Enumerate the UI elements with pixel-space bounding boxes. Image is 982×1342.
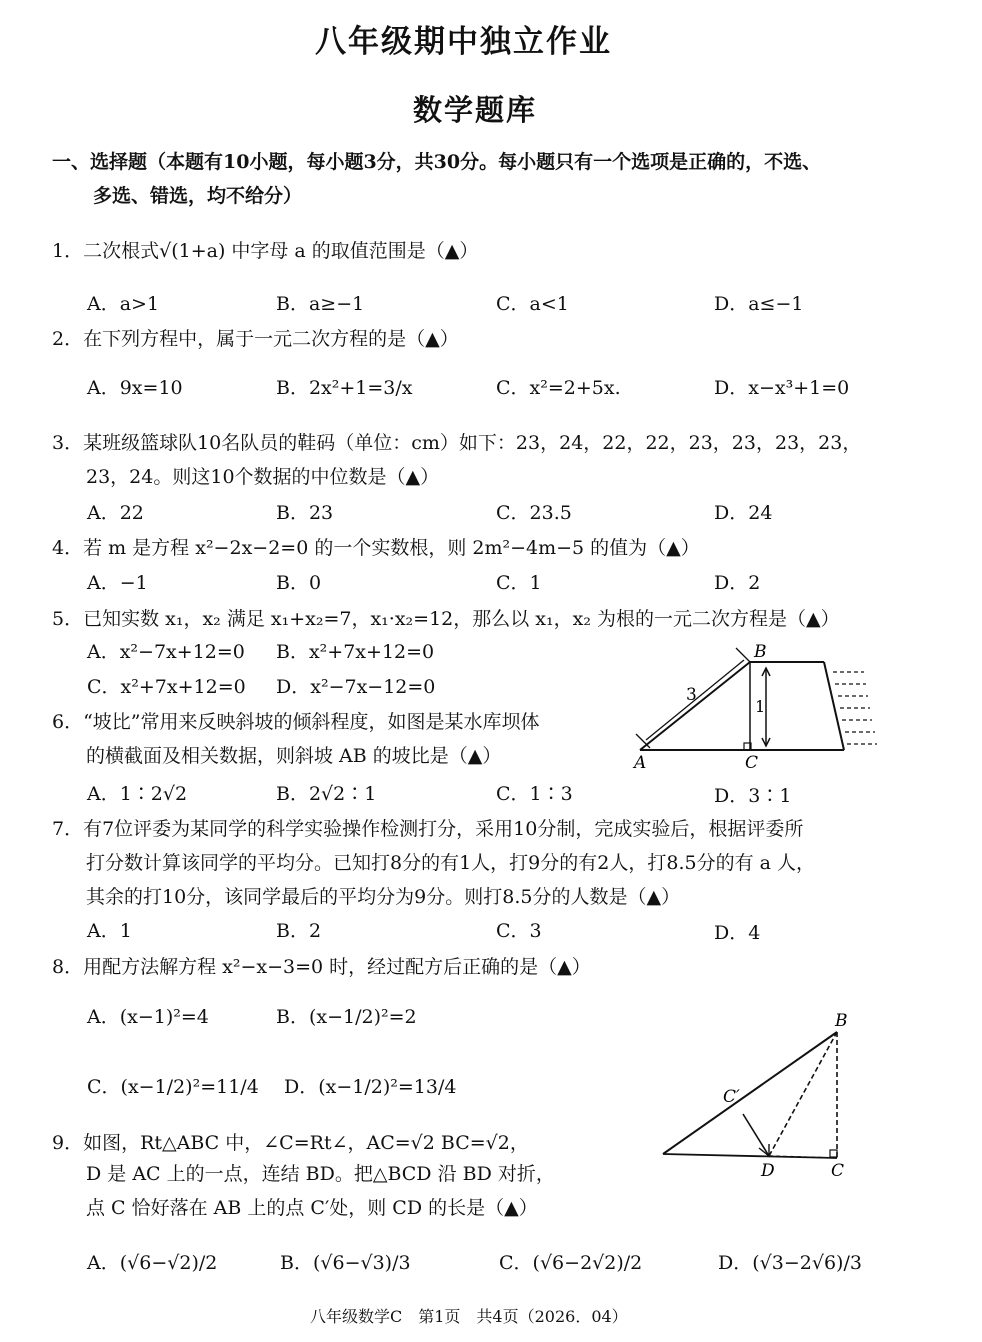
question-4: 4．若 m 是方程 x²−2x−2=0 的一个实数根，则 2m²−4m−5 的值为（▲） bbox=[52, 537, 700, 559]
q1-option-d: D．a≤−1 bbox=[714, 293, 804, 315]
q8-option-a: A．(x−1)²=4 bbox=[87, 1006, 209, 1028]
q3-option-a: A．22 bbox=[87, 502, 144, 524]
q3-option-c: C．23.5 bbox=[496, 502, 572, 524]
q6-option-a: A．1∶2√2 bbox=[87, 783, 188, 805]
q5-option-d: D．x²−7x−12=0 bbox=[276, 676, 436, 698]
q9-option-a: A．(√6−√2)/2 bbox=[87, 1252, 218, 1274]
page-title: 八年级期中独立作业 bbox=[315, 24, 612, 60]
q5-option-b: B．x²+7x+12=0 bbox=[276, 641, 435, 663]
question-9: 9．如图，Rt△ABC 中，∠C=Rt∠，AC=√2 BC=√2， bbox=[52, 1132, 529, 1154]
q2-option-d: D．x−x³+1=0 bbox=[714, 377, 850, 399]
dam-cross-section-figure bbox=[628, 640, 888, 780]
page-subtitle: 数学题库 bbox=[413, 93, 538, 127]
q7-option-d: D．4 bbox=[714, 922, 761, 944]
q8-option-c: C．(x−1/2)²=11/4 bbox=[87, 1076, 259, 1098]
q1-option-a: A．a>1 bbox=[87, 293, 160, 315]
fig1-label-3: 3 bbox=[686, 685, 697, 705]
page-footer: 八年级数学C 第1页 共4页（2026．04） bbox=[310, 1307, 628, 1326]
question-8: 8．用配方法解方程 x²−x−3=0 时，经过配方后正确的是（▲） bbox=[52, 956, 591, 978]
q1-option-b: B．a≥−1 bbox=[276, 293, 365, 315]
question-2: 2．在下列方程中，属于一元二次方程的是（▲） bbox=[52, 328, 459, 350]
q7-option-a: A．1 bbox=[87, 920, 132, 942]
q7-option-b: B．2 bbox=[276, 920, 322, 942]
fig1-label-a: A bbox=[634, 753, 647, 773]
question-7-cont-2: 其余的打10分，该同学最后的平均分为9分。则打8.5分的人数是（▲） bbox=[86, 886, 681, 908]
question-7-cont-1: 打分数计算该同学的平均分。已知打8分的有1人，打9分的有2人，打8.5分的有 a 人， bbox=[86, 852, 815, 874]
fig1-label-b: B bbox=[754, 642, 767, 662]
question-3-cont: 23，24。则这10个数据的中位数是（▲） bbox=[86, 466, 440, 488]
question-5: 5．已知实数 x₁，x₂ 满足 x₁+x₂=7，x₁·x₂=12，那么以 x₁，x₂ 为根的一元二次方程是（▲） bbox=[52, 608, 840, 630]
q9-option-d: D．(√3−2√6)/3 bbox=[718, 1252, 862, 1274]
q5-option-c: C．x²+7x+12=0 bbox=[87, 676, 246, 698]
q9-option-c: C．(√6−2√2)/2 bbox=[499, 1252, 643, 1274]
question-3: 3．某班级篮球队10名队员的鞋码（单位：cm）如下：23，24，22，22，23，23，23，23， bbox=[52, 432, 862, 454]
section-heading: 一、选择题（本题有10小题，每小题3分，共30分。每小题只有一个选项是正确的，不选、 bbox=[52, 151, 822, 173]
fig2-label-d: D bbox=[761, 1161, 775, 1181]
fig2-label-c: C bbox=[831, 1161, 845, 1181]
q4-option-a: A．−1 bbox=[87, 572, 148, 594]
question-6-cont: 的横截面及相关数据，则斜坡 AB 的坡比是（▲） bbox=[86, 745, 502, 767]
q9-option-b: B．(√6−√3)/3 bbox=[280, 1252, 411, 1274]
q3-option-d: D．24 bbox=[714, 502, 773, 524]
q6-option-d: D．3∶1 bbox=[714, 785, 792, 807]
q2-option-c: C．x²=2+5x. bbox=[496, 377, 621, 399]
q4-option-d: D．2 bbox=[714, 572, 761, 594]
question-1: 1．二次根式√(1+a) 中字母 a 的取值范围是（▲） bbox=[52, 240, 479, 262]
question-7: 7．有7位评委为某同学的科学实验操作检测打分，采用10分制，完成实验后，根据评委所 bbox=[52, 818, 804, 840]
question-9-cont-2: 点 C 恰好落在 AB 上的点 C′处，则 CD 的长是（▲） bbox=[86, 1197, 538, 1219]
q1-option-c: C．a<1 bbox=[496, 293, 569, 315]
q6-option-b: B．2√2∶1 bbox=[276, 783, 377, 805]
q5-option-a: A．x²−7x+12=0 bbox=[87, 641, 245, 663]
q4-option-b: B．0 bbox=[276, 572, 322, 594]
question-6: 6．“坡比”常用来反映斜坡的倾斜程度，如图是某水库坝体 bbox=[52, 711, 540, 733]
fig2-label-b: B bbox=[835, 1011, 848, 1031]
q4-option-c: C．1 bbox=[496, 572, 542, 594]
section-heading-cont: 多选、错选，均不给分） bbox=[93, 185, 303, 207]
folded-triangle-figure bbox=[655, 1010, 885, 1190]
fig1-label-c: C bbox=[745, 753, 759, 773]
fig1-label-1: 1 bbox=[755, 697, 766, 716]
q3-option-b: B．23 bbox=[276, 502, 334, 524]
q8-option-d: D．(x−1/2)²=13/4 bbox=[284, 1076, 457, 1098]
q8-option-b: B．(x−1/2)²=2 bbox=[276, 1006, 417, 1028]
question-9-cont-1: D 是 AC 上的一点，连结 BD。把△BCD 沿 BD 对折， bbox=[86, 1163, 555, 1185]
q2-option-b: B．2x²+1=3/x bbox=[276, 377, 413, 399]
q7-option-c: C．3 bbox=[496, 920, 542, 942]
q6-option-c: C．1∶3 bbox=[496, 783, 573, 805]
fig2-label-c-prime: C′ bbox=[723, 1087, 740, 1107]
q2-option-a: A．9x=10 bbox=[87, 377, 183, 399]
